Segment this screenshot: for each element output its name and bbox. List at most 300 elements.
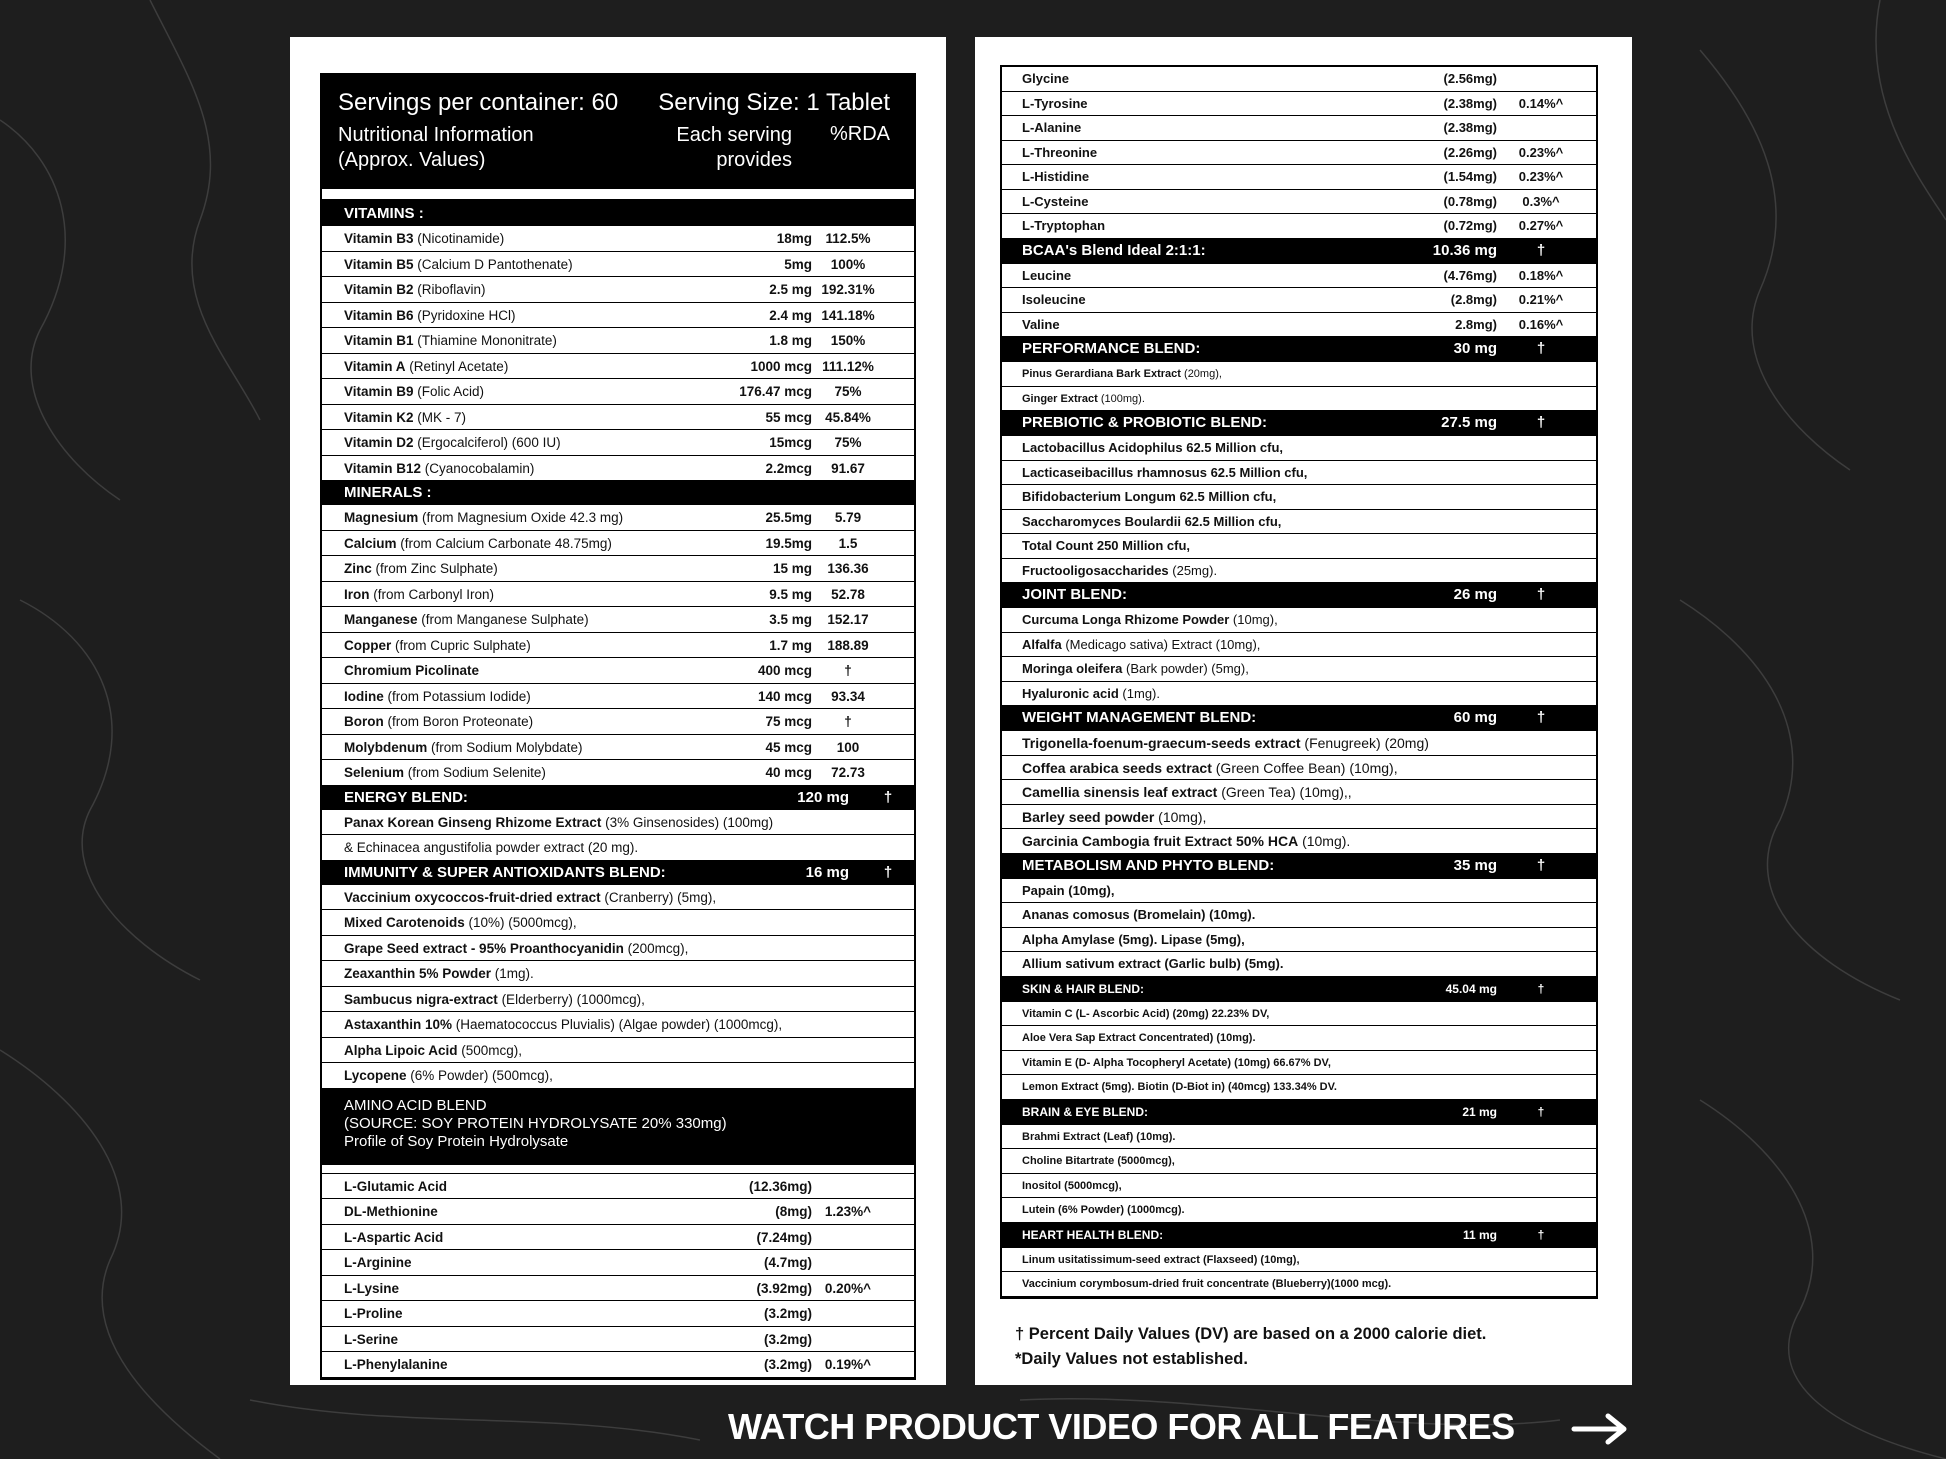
nutrient-label: Boron (344, 714, 384, 729)
rda-value: † (844, 663, 852, 678)
amino-acid-name: L-Proline (344, 1306, 403, 1321)
table-row (1002, 682, 1596, 707)
nutrient-name (344, 510, 623, 525)
probiotic-blend-title: PREBIOTIC & PROBIOTIC BLEND: (1022, 414, 1268, 431)
nutrient-name (344, 638, 531, 653)
nutrient-source: (Haematococcus Pluvialis) (Algae powder) (1000mcg), (452, 1017, 783, 1032)
amount-per-serving: 75 mcg (765, 714, 812, 729)
table-row (322, 633, 914, 659)
amino-acid-name: DL-Methionine (344, 1204, 438, 1219)
amount-per-serving: (7.24mg) (756, 1229, 812, 1245)
amino-acid-header (322, 1089, 914, 1165)
footnote-dv: † Percent Daily Values (DV) are based on a 2000 calorie diet. (1015, 1325, 1487, 1343)
rda-value: 112.5% (825, 231, 871, 246)
nutrient-source: (Ergocalciferol) (600 IU) (413, 435, 561, 450)
heart-health-blend-header (1002, 1223, 1596, 1248)
ingredient-detail: (Fenugreek) (20mg) (1300, 735, 1429, 751)
nutrient-name (344, 815, 773, 830)
table-row (1002, 461, 1596, 486)
nutrient-label: Magnesium (344, 510, 419, 525)
nutrient-name (344, 663, 479, 678)
table-row (1002, 485, 1596, 510)
amount-per-serving: 2.4 mg (769, 307, 812, 323)
rda-value: 192.31% (821, 282, 875, 297)
nutrient-label: Vitamin B9 (344, 384, 414, 399)
table-row (1002, 756, 1596, 781)
ingredient-name: Curcuma Longa Rhizome Powder (1022, 612, 1230, 627)
rda-label: %RDA (829, 123, 890, 145)
metabolism-blend-header (1002, 854, 1596, 879)
rda-value: 5.79 (834, 510, 862, 525)
ingredient-detail: (20mg), (1180, 368, 1222, 380)
nutrition-table-right (1000, 65, 1598, 1299)
minerals-header (322, 481, 914, 505)
amount-per-serving: 5mg (784, 256, 812, 272)
ingredient-name: Lutein (6% Powder) (1000mcg). (1022, 1204, 1185, 1216)
nutrient-source: (3% Ginsenosides) (100mg) (601, 814, 774, 830)
each-line-2: provides (716, 149, 792, 171)
nutrient-source: (500mcg), (457, 1042, 523, 1058)
ingredient-name: Fructooligosaccharides (1022, 562, 1169, 578)
nutrient-name (344, 1255, 412, 1270)
nutrient-source: (from Boron Proteonate) (383, 714, 534, 729)
nutrient-label: Lycopene (344, 1068, 407, 1083)
rda-value: 75% (834, 435, 862, 450)
rda-value: 150% (830, 333, 866, 348)
nutrient-source: (from Zinc Sulphate) (371, 561, 498, 576)
ingredient-name: Brahmi Extract (Leaf) (10mg). (1022, 1130, 1176, 1143)
ingredient-name: Lactobacillus Acidophilus 62.5 Million cfu, (1022, 440, 1284, 455)
ingredient-detail: (10mg), (1229, 612, 1278, 627)
nutrient-name (344, 536, 612, 551)
table-row (322, 910, 914, 936)
ingredient-name: Linum usitatissimum-seed extract (Flaxseed) (10mg), (1022, 1253, 1300, 1266)
table-row (1002, 313, 1596, 338)
nutrient-name (344, 1281, 399, 1296)
rda-value: 0.3%^ (1522, 193, 1560, 209)
rda-value: 45.84% (825, 409, 871, 425)
table-row (322, 1174, 914, 1200)
amount-per-serving: 40 mcg (765, 765, 812, 780)
ingredient-detail: (Green Coffee Bean) (10mg), (1211, 759, 1398, 776)
skin-hair-blend-amount: 45.04 mg (1445, 981, 1497, 996)
rda-value: 1.5 (838, 535, 858, 551)
dagger-mark: † (883, 863, 893, 881)
amount-per-serving: (0.72mg) (1443, 218, 1497, 233)
nutrient-name (344, 561, 498, 576)
nutrient-label: Grape Seed extract - 95% Proanthocyanidin (344, 940, 624, 956)
table-row (1002, 387, 1596, 412)
nutrient-label: Vaccinium oxycoccos-fruit-dried extract (344, 889, 601, 905)
rda-value: 111.12% (822, 358, 874, 374)
table-row (322, 1352, 914, 1378)
table-row (1002, 116, 1596, 141)
nutrient-name (344, 966, 534, 981)
table-row (322, 1276, 914, 1302)
table-row (1002, 952, 1596, 977)
each-line-1: Each serving (676, 124, 792, 146)
nutrient-source: (Calcium D Pantothenate) (413, 256, 573, 272)
table-row (322, 1063, 914, 1089)
joint-blend-header (1002, 583, 1596, 608)
vitamins-title: VITAMINS : (344, 205, 424, 222)
table-row (1002, 1002, 1596, 1027)
table-row (322, 505, 914, 531)
amount-per-serving: 2.8mg) (1455, 316, 1497, 332)
amount-per-serving: (3.2mg) (763, 1306, 812, 1321)
nutrient-label: Selenium (344, 765, 405, 780)
energy-blend-amount: 120 mg (797, 788, 849, 806)
nutrient-label: Vitamin B3 (344, 231, 414, 246)
amount-per-serving: (1.54mg) (1443, 169, 1497, 184)
nutrient-source: (Retinyl Acetate) (405, 358, 509, 374)
energy-blend-header (322, 786, 914, 810)
table-row (322, 531, 914, 557)
table-row (322, 961, 914, 987)
bcaa-blend-amount: 10.36 mg (1432, 241, 1497, 259)
amount-per-serving: (4.76mg) (1443, 267, 1497, 283)
nutrient-label: Vitamin D2 (344, 435, 414, 450)
rda-value: 93.34 (831, 688, 865, 704)
nutrient-source: (6% Powder) (500mcg), (406, 1068, 553, 1083)
rda-value: 141.18% (821, 307, 875, 323)
nutrient-source: (1mg). (491, 966, 534, 981)
amount-per-serving: (3.2mg) (763, 1331, 812, 1347)
each-serving-label (672, 123, 792, 173)
nutrient-name (344, 282, 486, 297)
table-row (1002, 1198, 1596, 1223)
amount-per-serving: (2.38mg) (1443, 120, 1497, 135)
table-row (1002, 1051, 1596, 1076)
table-row (1002, 1272, 1596, 1297)
table-row (1002, 1075, 1596, 1100)
rda-value: 91.67 (831, 460, 865, 476)
energy-blend-title: ENERGY BLEND: (344, 788, 468, 806)
arrow-right-icon[interactable] (1570, 1412, 1630, 1446)
amino-acid-name: L-Phenylalanine (344, 1357, 448, 1372)
nutrient-name (344, 992, 645, 1007)
nutrient-label: Vitamin A (344, 358, 406, 374)
nutrient-name (344, 1230, 443, 1245)
table-row (1002, 559, 1596, 584)
ingredient-name: Lemon Extract (5mg). Biotin (D-Biot in) (40mcg) 133.34% DV. (1022, 1081, 1337, 1093)
ingredient-name: Allium sativum extract (Garlic bulb) (5mg). (1022, 956, 1284, 971)
table-row (322, 1301, 914, 1327)
nutrient-name (344, 840, 638, 855)
table-row (322, 684, 914, 710)
table-row (322, 277, 914, 303)
nutrient-source: (from Sodium Selenite) (404, 765, 546, 780)
table-row (1002, 190, 1596, 215)
table-row (1002, 92, 1596, 117)
nutrient-source: (from Potassium Iodide) (383, 688, 531, 704)
rda-value: 0.21%^ (1518, 292, 1564, 307)
performance-blend-title: PERFORMANCE BLEND: (1022, 340, 1201, 357)
dagger-mark: † (1537, 1227, 1545, 1242)
amino-acid-name: L-Tryptophan (1022, 218, 1106, 233)
table-row (1002, 214, 1596, 239)
ingredient-name: Vitamin C (L- Ascorbic Acid) (20mg) 22.23% DV, (1022, 1007, 1270, 1020)
amount-per-serving: (8mg) (775, 1204, 812, 1219)
rda-value: 0.23%^ (1518, 144, 1564, 160)
nutrient-name (344, 333, 557, 348)
table-row (1002, 1149, 1596, 1174)
skin-hair-blend-title: SKIN & HAIR BLEND: (1022, 981, 1144, 996)
amino-acid-name: L-Lysine (344, 1280, 400, 1296)
table-row (322, 1250, 914, 1276)
nutrient-source: (Elderberry) (1000mcg), (497, 991, 645, 1007)
nutrient-name (344, 941, 688, 956)
amount-per-serving: 18mg (776, 231, 812, 246)
nutrient-source: (10%) (5000mcg), (464, 915, 577, 930)
amino-acid-name: Glycine (1022, 71, 1069, 86)
footnote-not-established: *Daily Values not established. (1015, 1350, 1248, 1368)
ingredient-name: Ginger Extract (1022, 392, 1098, 405)
amount-per-serving: 9.5 mg (769, 586, 812, 602)
amino-acid-name: L-Serine (344, 1331, 399, 1347)
nutrient-label: Alpha Lipoic Acid (344, 1042, 458, 1058)
bcaa-blend-title: BCAA's Blend Ideal 2:1:1: (1022, 241, 1206, 259)
table-row (1002, 608, 1596, 633)
nutrient-source: (Cyanocobalamin) (421, 460, 535, 476)
nutri-line-2: (Approx. Values) (338, 149, 486, 171)
nutrient-label: Manganese (344, 612, 418, 627)
brain-eye-blend-amount: 21 mg (1462, 1104, 1497, 1119)
nutrient-name (344, 231, 504, 246)
amount-per-serving: 15 mg (772, 561, 812, 576)
rda-value: 136.36 (827, 561, 869, 576)
amount-per-serving: 400 mcg (757, 663, 812, 678)
ingredient-name: Barley seed powder (1022, 808, 1155, 825)
dagger-mark: † (1537, 981, 1545, 996)
table-row (322, 379, 914, 405)
table-row (322, 936, 914, 962)
servings-per-container: Servings per container: 60 (338, 89, 619, 116)
table-row (322, 456, 914, 482)
dagger-mark: † (1536, 340, 1546, 357)
nutrient-name (344, 1204, 438, 1219)
amino-acid-name: L-Aspartic Acid (344, 1229, 444, 1245)
nutrient-name (344, 1357, 448, 1372)
table-row (322, 556, 914, 582)
table-row (322, 658, 914, 684)
table-row (1002, 362, 1596, 387)
table-row (322, 885, 914, 911)
nutrient-name (344, 1017, 782, 1032)
amino-acid-name: L-Glutamic Acid (344, 1178, 448, 1194)
immunity-blend-title: IMMUNITY & SUPER ANTIOXIDANTS BLEND: (344, 863, 666, 881)
table-row (322, 1038, 914, 1064)
weight-blend-amount: 60 mg (1453, 709, 1497, 726)
vitamins-header (322, 202, 914, 226)
nutrient-label: Vitamin B1 (344, 333, 414, 348)
nutrient-name (344, 1179, 447, 1194)
rda-value: † (844, 714, 852, 729)
ingredient-detail: (1mg). (1118, 685, 1160, 701)
rda-value: 1.23%^ (824, 1204, 872, 1219)
weight-blend-header (1002, 706, 1596, 731)
table-row (1002, 780, 1596, 805)
nutrient-label: Calcium (344, 535, 397, 551)
rda-value: 0.20%^ (824, 1280, 872, 1296)
table-row (1002, 264, 1596, 289)
table-row (322, 607, 914, 633)
joint-blend-amount: 26 mg (1453, 586, 1497, 603)
amount-per-serving: (4.7mg) (763, 1255, 812, 1270)
amount-per-serving: 1000 mcg (750, 358, 812, 374)
amino-acid-name: L-Alanine (1022, 120, 1082, 135)
nutrient-name (344, 1306, 403, 1321)
amino-title: AMINO ACID BLEND (344, 1096, 487, 1114)
ingredient-detail: (Green Tea) (10mg),, (1217, 784, 1352, 800)
nutrient-source: (from Cupric Sulphate) (391, 637, 531, 653)
rda-value: 100% (830, 256, 866, 272)
right-table-body (1002, 67, 1596, 1297)
ingredient-detail: (10mg), (1154, 808, 1207, 825)
dagger-mark: † (883, 788, 893, 806)
amount-per-serving: 2.5 mg (769, 282, 812, 297)
brain-eye-blend-title: BRAIN & EYE BLEND: (1022, 1104, 1149, 1119)
rda-value: 0.16%^ (1518, 316, 1564, 332)
dagger-mark: † (1536, 241, 1546, 259)
table-row (322, 582, 914, 608)
table-row (322, 810, 914, 836)
ingredient-detail: (100mg). (1097, 392, 1145, 405)
nutrient-name (344, 257, 573, 272)
ingredient-name: Lacticaseibacillus rhamnosus 62.5 Million cfu, (1022, 464, 1308, 480)
metabolism-blend-amount: 35 mg (1453, 856, 1497, 874)
table-row (322, 1225, 914, 1251)
ingredient-detail: (Bark powder) (5mg), (1122, 661, 1249, 676)
amino-gap (322, 1165, 914, 1174)
nutrient-name (344, 410, 466, 425)
metabolism-blend-title: METABOLISM AND PHYTO BLEND: (1022, 856, 1275, 874)
amino-acid-name: Valine (1022, 316, 1060, 332)
ingredient-name: Papain (10mg), (1022, 882, 1115, 898)
nutrient-source: (Cranberry) (5mg), (600, 889, 717, 905)
nutrient-name (344, 359, 508, 374)
table-row (1002, 141, 1596, 166)
nutrient-source: (200mcg), (623, 940, 689, 956)
nutrient-name (344, 587, 494, 602)
nutrient-label: Vitamin B6 (344, 307, 414, 323)
nutrient-source: (from Sodium Molybdate) (427, 739, 583, 755)
nutrient-name (344, 435, 561, 450)
nutrient-name (344, 714, 533, 729)
ingredient-name: Coffea arabica seeds extract (1022, 759, 1212, 776)
amount-per-serving: (2.56mg) (1443, 71, 1497, 86)
amount-per-serving: 2.2mcg (765, 460, 812, 476)
table-row (1002, 903, 1596, 928)
heart-health-blend-title: HEART HEALTH BLEND: (1022, 1227, 1164, 1242)
nutrient-label: Chromium Picolinate (344, 663, 480, 678)
table-row (322, 226, 914, 252)
nutrient-source: (from Manganese Sulphate) (417, 612, 589, 627)
dagger-mark: † (1536, 856, 1546, 874)
minerals-title: MINERALS : (344, 484, 432, 501)
table-row (322, 1012, 914, 1038)
immunity-blend-amount: 16 mg (805, 863, 849, 881)
table-row (1002, 829, 1596, 854)
table-row (322, 1199, 914, 1225)
dagger-mark: † (1536, 709, 1546, 726)
table-row (322, 709, 914, 735)
watch-video-cta[interactable]: WATCH PRODUCT VIDEO FOR ALL FEATURES (728, 1406, 1515, 1447)
nutrition-panel-right (975, 37, 1632, 1385)
nutrient-label: Vitamin K2 (344, 409, 414, 425)
nutrient-label: Vitamin B2 (344, 282, 414, 297)
table-row (1002, 510, 1596, 535)
nutrient-label: Panax Korean Ginseng Rhizome Extract (344, 814, 602, 830)
nutrient-name (344, 765, 546, 780)
ingredient-name: Choline Bitartrate (5000mcg), (1022, 1155, 1175, 1167)
amount-per-serving: 140 mcg (757, 688, 812, 704)
amount-per-serving: 3.5 mg (769, 612, 812, 627)
amino-acid-name: L-Histidine (1022, 169, 1090, 184)
rda-value: 0.18%^ (1518, 267, 1564, 283)
amino-profile: Profile of Soy Protein Hydrolysate (344, 1132, 569, 1150)
probiotic-blend-amount: 27.5 mg (1441, 414, 1497, 431)
nutrient-source: (Nicotinamide) (413, 231, 505, 246)
amino-acid-name: L-Arginine (344, 1255, 412, 1270)
rda-value: 0.14%^ (1518, 95, 1564, 111)
nutritional-info-label (338, 123, 534, 173)
ingredient-name: Alpha Amylase (5mg). Lipase (5mg), (1022, 931, 1245, 947)
ingredient-name: Ananas comosus (Bromelain) (10mg). (1022, 907, 1256, 922)
ingredient-name: Inositol (5000mcg), (1022, 1179, 1122, 1192)
table-row (1002, 805, 1596, 830)
ingredient-name: Camellia sinensis leaf extract (1022, 784, 1218, 800)
nutrient-label: Astaxanthin 10% (344, 1017, 453, 1032)
amino-source: (SOURCE: SOY PROTEIN HYDROLYSATE 20% 330mg) (344, 1114, 727, 1132)
ingredient-name: Alfalfa (1022, 636, 1062, 652)
ingredient-name: Bifidobacterium Longum 62.5 Million cfu, (1022, 489, 1277, 504)
nutrient-label: Zinc (344, 561, 372, 576)
table-row (322, 760, 914, 786)
table-row (1002, 165, 1596, 190)
amino-acid-name: Leucine (1022, 267, 1072, 283)
ingredient-name: Trigonella-foenum-graecum-seeds extract (1022, 735, 1301, 751)
table-row (1002, 633, 1596, 658)
amount-per-serving: 15mcg (769, 435, 812, 450)
rda-value: 188.89 (827, 637, 869, 653)
nutrient-name (344, 740, 583, 755)
amount-per-serving: 1.8 mg (769, 333, 812, 348)
nutrient-label: Iodine (344, 688, 384, 704)
nutrient-source: (from Calcium Carbonate 48.75mg) (396, 535, 612, 551)
table-row (322, 252, 914, 278)
immunity-blend-header (322, 861, 914, 885)
rda-value: 100 (836, 739, 860, 755)
rda-value: 72.73 (831, 765, 865, 780)
performance-blend-header (1002, 337, 1596, 362)
nutrient-name (344, 461, 534, 476)
weight-blend-title: WEIGHT MANAGEMENT BLEND: (1022, 709, 1257, 726)
dagger-mark: † (1536, 414, 1546, 431)
table-row (322, 835, 914, 861)
header-gap (322, 189, 914, 202)
table-row (1002, 288, 1596, 313)
rda-value: 0.27%^ (1518, 218, 1564, 233)
table-row (1002, 731, 1596, 756)
table-row (1002, 67, 1596, 92)
table-row (1002, 1174, 1596, 1199)
amount-per-serving: (2.38mg) (1443, 95, 1497, 111)
serving-size: Serving Size: 1 Tablet (658, 89, 890, 116)
amount-per-serving: 1.7 mg (769, 637, 812, 653)
nutrient-source: & Echinacea angustifolia powder extract (20 mg). (344, 840, 639, 855)
table-row (322, 405, 914, 431)
